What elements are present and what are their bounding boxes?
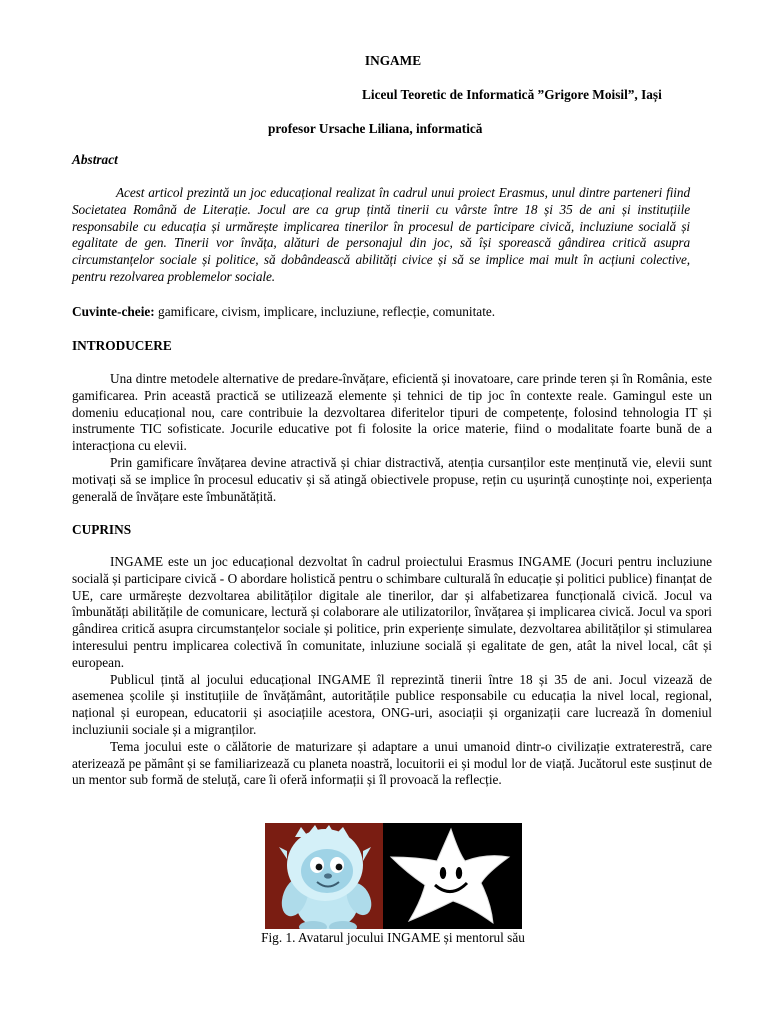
- section-cuprins: [72, 554, 712, 789]
- keywords-label: Cuvinte-cheie:: [72, 304, 155, 319]
- abstract-text: Acest articol prezintă un joc educațional realizat în cadrul unui proiect Erasmus, unul dintre parteneri fiind Societatea Română de Literație. Jocul are ca grup țintă tinerii cu vârste între 18 și 35 de ani și instituțiile responsabile cu educația și urmărește implicarea tinerilor în procesul de participare civică, incluziune socială și egalitate de gen. Tinerii vor învăța, alături de personajul din joc, să își sporească gândirea critică asupra circumstanțelor sociale și politice, să dobândească abilități civice și să se implice mai mult în acțiuni colective, pentru rezolvarea problemelor sociale.: [72, 185, 690, 284]
- author-line: profesor Ursache Liliana, informatică: [268, 121, 483, 136]
- abstract-heading: Abstract: [72, 152, 118, 167]
- keywords-line: [72, 304, 712, 321]
- section-introducere: [72, 371, 712, 505]
- document-title: INGAME: [364, 53, 422, 68]
- cuprins-paragraph: Publicul țintă al jocului educațional INGAME îl reprezintă tinerii între 18 și 35 de ani. Jocul vizează de asemenea școlile și instituțiile de învățământ, autoritățile publice responsabile cu educația la nivel local, regional, național și european, educatorii și asociațiile acestora, ONG-uri, asociații și organizații care lucrează în domeniul incluziunii sociale și a migranților.: [72, 671, 712, 737]
- keywords-text: gamificare, civism, implicare, incluziune, reflecție, comunitate.: [154, 304, 496, 319]
- intro-paragraph: Una dintre metodele alternative de predare-învățare, eficientă și inovatoare, care prinde teren și în România, este gamificarea. Prin această practică se utilizează elemente și tehnici de tip joc în contexte reale. Gamingul este un domeniu educațional nou, care contribuie la dezvoltarea diferitelor tipuri de competențe, folosind tehnologia IT și instrumente TIC sofisticate. Jocurile educative pot fi folosite la orice materie, fiind o modalitate foarte bună de a interacționa cu elevii.: [72, 371, 712, 454]
- avatar-image: [265, 823, 383, 929]
- mentor-image: [383, 823, 522, 929]
- section-heading-introducere: INTRODUCERE: [72, 338, 172, 353]
- section-heading-cuprins: CUPRINS: [72, 522, 132, 537]
- star-mentor-icon: [383, 823, 522, 929]
- figure-caption: Fig. 1. Avatarul jocului INGAME și mentorul său: [261, 930, 525, 945]
- figure-avatar-mentor: [265, 823, 522, 929]
- cuprins-paragraph: INGAME este un joc educațional dezvoltat în cadrul proiectului Erasmus INGAME (Jocuri pentru incluziune socială și participare civică - O abordare holistică pentru o schimbare culturală în educație și politici publice) finanțat de UE, care urmărește dezvoltarea abilităților digitale ale tinerilor, dar și alfabetizarea funcțională civică. Jocul va îmbunătăți abilitățile de comunicare, lectură și colaborare ale utilizatorilor, învățarea și implicarea civică. Jocul va spori gândirea critică asupra circumstanțelor sociale și politice, prin experiențe simulate, dezvoltarea abilităților și stimularea interesului pentru implicarea colectivă în comunitate, inluziune socială și egalitate de gen, atât la nivel local, cât și european.: [72, 554, 712, 670]
- cuprins-paragraph: Tema jocului este o călătorie de maturizare și adaptare a unui umanoid dintr-o civilizație extraterestră, care aterizează pe pământ și se familiarizează cu planeta noastră, locuitorii ei și modul lor de viață. Jucătorul este susținut de un mentor sub formă de steluță, care îi oferă informații și îl provoacă la reflecție.: [72, 738, 712, 788]
- yeti-avatar-icon: [265, 823, 383, 929]
- school-name: Liceul Teoretic de Informatică ”Grigore Moisil”, Iași: [362, 87, 662, 102]
- intro-paragraph: Prin gamificare învățarea devine atractivă și chiar distractivă, atenția cursanților este menținută vie, elevii sunt motivați să se implice în procesul educativ și să atingă obiectivele propuse, rețin cu ușurință cunoștințe noi, experiența generală de învățare este îmbunătățită.: [72, 454, 712, 504]
